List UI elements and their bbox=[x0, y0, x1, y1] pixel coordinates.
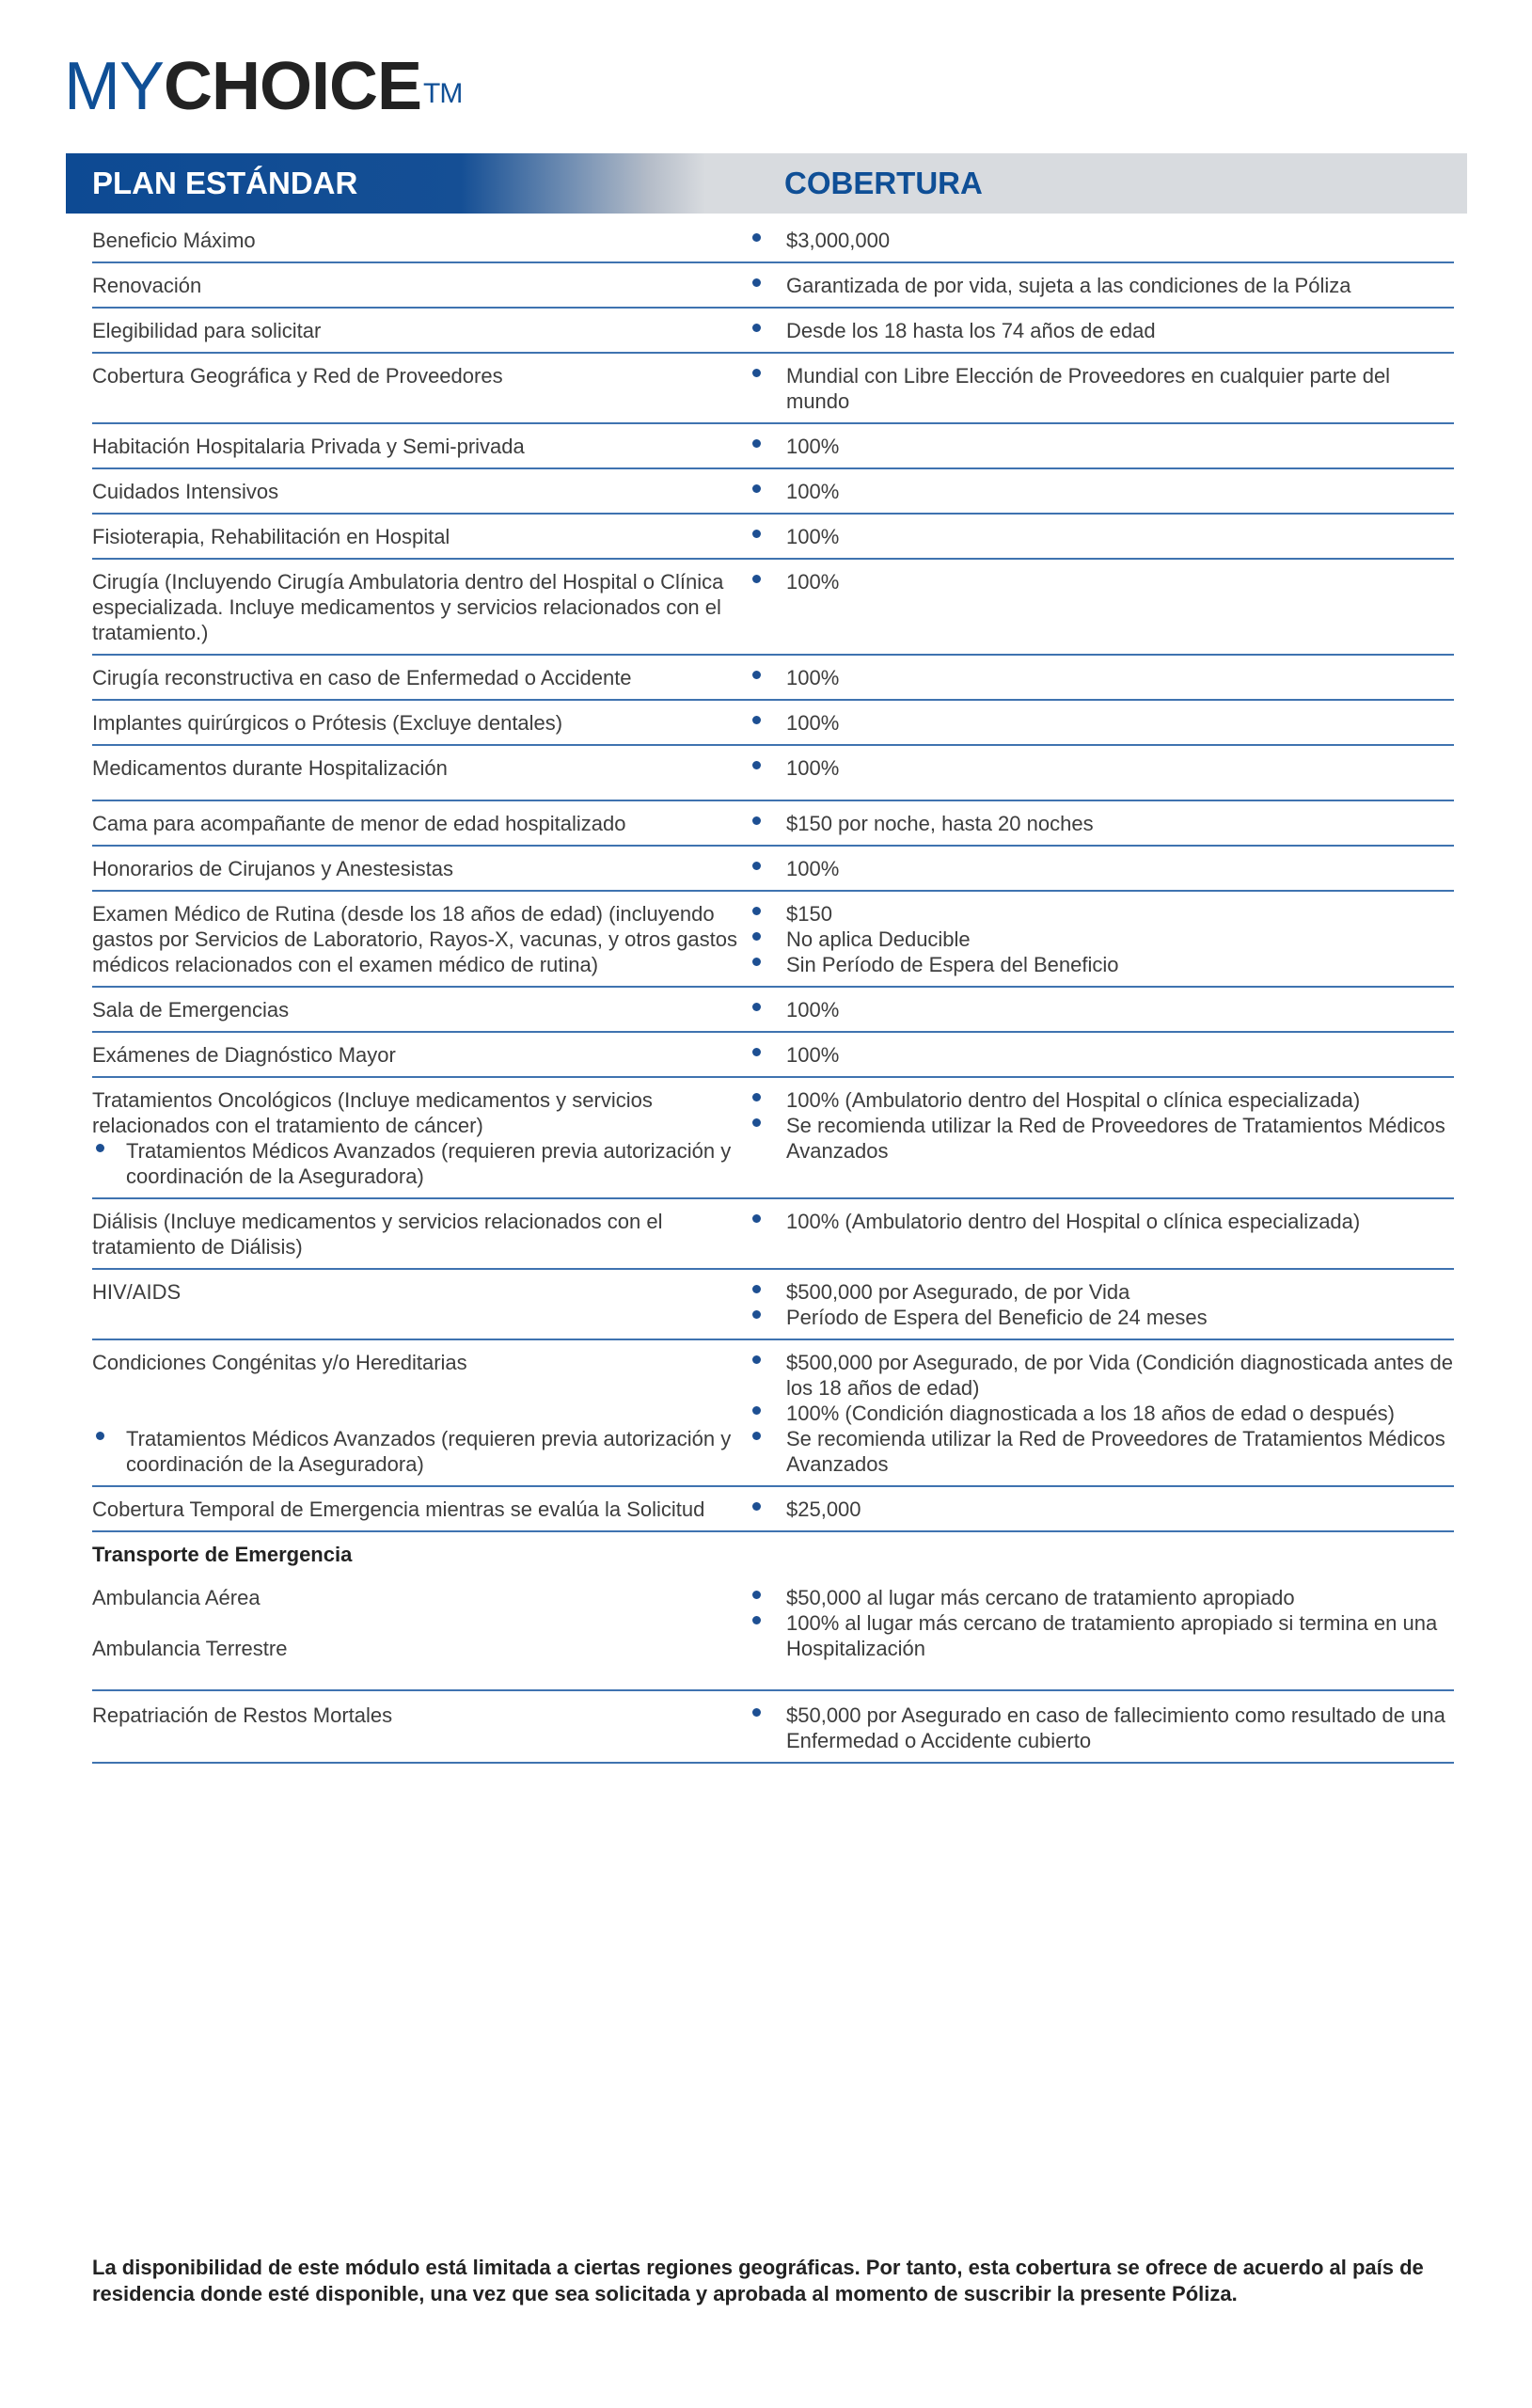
benefit-cell: Cama para acompañante de menor de edad hospitalizado bbox=[92, 812, 626, 835]
coverage-bullet: 100% bbox=[786, 710, 1454, 736]
coverage-cell bbox=[750, 569, 1454, 645]
benefit-cell: HIV/AIDS bbox=[92, 1280, 182, 1304]
table-row bbox=[92, 1340, 1454, 1487]
coverage-bullet: $150 por noche, hasta 20 noches bbox=[786, 811, 1454, 836]
coverage-bullet: Se recomienda utilizar la Red de Proveedores de Tratamientos Médicos Avanzados bbox=[786, 1426, 1454, 1477]
coverage-bullet: 100% (Ambulatorio dentro del Hospital o clínica especializada) bbox=[786, 1209, 1454, 1234]
coverage-bullet: Sin Período de Espera del Beneficio bbox=[786, 952, 1454, 977]
benefit-sub-bullet: Tratamientos Médicos Avanzados (requieren previa autorización y coordinación de la Aseguradora) bbox=[92, 1138, 750, 1189]
table-row bbox=[92, 1691, 1454, 1764]
table-row bbox=[92, 1078, 1454, 1199]
coverage-bullet: 100% bbox=[786, 997, 1454, 1022]
coverage-bullet: 100% bbox=[786, 569, 1454, 594]
table-row bbox=[92, 746, 1454, 801]
benefit-cell bbox=[92, 1087, 750, 1189]
coverage-cell bbox=[750, 997, 1454, 1022]
air-ambulance-label: Ambulancia Aérea bbox=[92, 1586, 261, 1609]
coverage-bullet: 100% bbox=[786, 479, 1454, 504]
table-row bbox=[92, 701, 1454, 746]
coverage-bullet: 100% (Ambulatorio dentro del Hospital o clínica especializada) bbox=[786, 1087, 1454, 1113]
transport-section-title: Transporte de Emergencia bbox=[92, 1543, 353, 1566]
coverage-bullet: $500,000 por Asegurado, de por Vida (Condición diagnosticada antes de los 18 años de edad) bbox=[786, 1351, 1454, 1400]
benefit-cell: Renovación bbox=[92, 274, 202, 297]
benefit-cell: Fisioterapia, Rehabilitación en Hospital bbox=[92, 525, 450, 548]
table-row bbox=[92, 801, 1454, 847]
table-row bbox=[92, 988, 1454, 1033]
coverage-cell bbox=[750, 273, 1454, 298]
table-row bbox=[92, 424, 1454, 469]
coverage-cell bbox=[750, 524, 1454, 549]
coverage-bullet: Desde los 18 hasta los 74 años de edad bbox=[786, 318, 1454, 343]
benefit-cell: Medicamentos durante Hospitalización bbox=[92, 756, 448, 780]
benefit-cell: Habitación Hospitalaria Privada y Semi-privada bbox=[92, 435, 525, 458]
coverage-cell bbox=[750, 1042, 1454, 1068]
coverage-bullet: $50,000 al lugar más cercano de tratamiento apropiado bbox=[786, 1585, 1454, 1610]
table-row bbox=[92, 218, 1454, 263]
benefit-cell: Elegibilidad para solicitar bbox=[92, 319, 322, 342]
coverage-column-header: COBERTURA bbox=[784, 166, 983, 200]
table-header-bar bbox=[66, 153, 1467, 214]
coverage-cell bbox=[750, 1585, 1454, 1661]
benefit-cell bbox=[92, 1350, 750, 1477]
benefits-table bbox=[92, 218, 1454, 1764]
coverage-cell bbox=[750, 755, 1454, 781]
coverage-bullet: Período de Espera del Beneficio de 24 meses bbox=[786, 1305, 1454, 1330]
coverage-bullet: $150 bbox=[786, 901, 1454, 927]
logo-bold-text: CHOICE bbox=[164, 49, 422, 124]
benefit-cell: Beneficio Máximo bbox=[92, 229, 256, 252]
table-row bbox=[92, 1487, 1454, 1532]
coverage-bullet: 100% bbox=[786, 755, 1454, 781]
coverage-bullet: 100% bbox=[786, 524, 1454, 549]
coverage-cell bbox=[750, 856, 1454, 881]
coverage-cell bbox=[750, 710, 1454, 736]
coverage-cell bbox=[750, 363, 1454, 414]
section-title-row bbox=[92, 1532, 1454, 1574]
coverage-cell bbox=[750, 665, 1454, 690]
benefit-cell: Exámenes de Diagnóstico Mayor bbox=[92, 1043, 396, 1067]
table-row bbox=[92, 1033, 1454, 1078]
benefit-cell: Diálisis (Incluye medicamentos y servicios relacionados con el tratamiento de Diálisis) bbox=[92, 1210, 663, 1259]
table-row bbox=[92, 1270, 1454, 1340]
benefit-cell: Sala de Emergencias bbox=[92, 998, 290, 1022]
coverage-bullet: Garantizada de por vida, sujeta a las condiciones de la Póliza bbox=[786, 273, 1454, 298]
coverage-bullet: 100% bbox=[786, 1042, 1454, 1068]
table-row bbox=[92, 1199, 1454, 1270]
table-row bbox=[92, 469, 1454, 515]
coverage-cell bbox=[750, 434, 1454, 459]
coverage-bullet: Se recomienda utilizar la Red de Proveedores de Tratamientos Médicos Avanzados bbox=[786, 1113, 1454, 1164]
coverage-bullet: 100% (Condición diagnosticada a los 18 años de edad o después) bbox=[786, 1401, 1454, 1426]
benefit-text: Condiciones Congénitas y/o Hereditarias bbox=[92, 1351, 467, 1374]
coverage-cell bbox=[750, 318, 1454, 343]
coverage-cell bbox=[750, 1703, 1454, 1753]
benefit-cell: Examen Médico de Rutina (desde los 18 años de edad) (incluyendo gastos por Servicios de Laboratorio, Rayos-X, vacunas, y otros gastos médicos relacionados con el examen médico de rutina) bbox=[92, 902, 738, 976]
coverage-cell bbox=[750, 1350, 1454, 1477]
coverage-cell bbox=[750, 811, 1454, 836]
benefit-cell: Cobertura Geográfica y Red de Proveedores bbox=[92, 364, 503, 388]
benefit-cell: Implantes quirúrgicos o Prótesis (Excluye dentales) bbox=[92, 711, 563, 735]
coverage-bullet: $500,000 por Asegurado, de por Vida bbox=[786, 1279, 1454, 1305]
coverage-cell bbox=[750, 901, 1454, 977]
coverage-bullet: 100% bbox=[786, 856, 1454, 881]
benefit-cell: Repatriación de Restos Mortales bbox=[92, 1703, 393, 1727]
ground-ambulance-label: Ambulancia Terrestre bbox=[92, 1637, 288, 1660]
benefit-cell: Cuidados Intensivos bbox=[92, 480, 279, 503]
table-row bbox=[92, 263, 1454, 309]
benefit-cell bbox=[92, 1585, 750, 1661]
mychoice-logo bbox=[64, 49, 462, 124]
table-row bbox=[92, 515, 1454, 560]
benefit-cell: Cirugía reconstructiva en caso de Enfermedad o Accidente bbox=[92, 666, 632, 689]
plan-column-header: PLAN ESTÁNDAR bbox=[92, 166, 358, 200]
table-row bbox=[92, 892, 1454, 988]
benefit-text: Tratamientos Oncológicos (Incluye medicamentos y servicios relacionados con el tratamiento de cáncer) bbox=[92, 1088, 653, 1137]
coverage-cell bbox=[750, 479, 1454, 504]
logo-light-text: MY bbox=[64, 49, 164, 124]
coverage-cell bbox=[750, 1087, 1454, 1189]
coverage-bullet: Mundial con Libre Elección de Proveedores en cualquier parte del mundo bbox=[786, 363, 1454, 414]
table-row bbox=[92, 1574, 1454, 1691]
logo-trademark: TM bbox=[423, 78, 463, 109]
table-row bbox=[92, 847, 1454, 892]
benefit-cell: Cobertura Temporal de Emergencia mientras se evalúa la Solicitud bbox=[92, 1497, 705, 1521]
coverage-bullet: $50,000 por Asegurado en caso de fallecimiento como resultado de una Enfermedad o Accidente cubierto bbox=[786, 1703, 1454, 1753]
coverage-bullet: $25,000 bbox=[786, 1497, 1454, 1522]
footnote: La disponibilidad de este módulo está limitada a ciertas regiones geográficas. Por tanto, esta cobertura se ofrece de acuerdo al país de residencia donde esté disponible, una vez que sea solicitada y aprobada al momento de suscribir la presente Póliza. bbox=[92, 2256, 1424, 2305]
coverage-bullet: No aplica Deducible bbox=[786, 927, 1454, 952]
table-row bbox=[92, 560, 1454, 656]
coverage-bullet: 100% al lugar más cercano de tratamiento apropiado si termina en una Hospitalización bbox=[786, 1610, 1454, 1661]
coverage-bullet: 100% bbox=[786, 434, 1454, 459]
coverage-bullet: $3,000,000 bbox=[786, 228, 1454, 253]
table-row bbox=[92, 354, 1454, 424]
benefit-sub-bullet: Tratamientos Médicos Avanzados (requieren previa autorización y coordinación de la Aseguradora) bbox=[92, 1426, 750, 1477]
coverage-cell bbox=[750, 228, 1454, 253]
coverage-cell bbox=[750, 1497, 1454, 1522]
coverage-bullet: 100% bbox=[786, 665, 1454, 690]
table-row bbox=[92, 309, 1454, 354]
coverage-cell bbox=[750, 1209, 1454, 1259]
table-row bbox=[92, 656, 1454, 701]
benefit-cell: Cirugía (Incluyendo Cirugía Ambulatoria dentro del Hospital o Clínica especializada. Incluye medicamentos y servicios relacionados con el tratamiento.) bbox=[92, 570, 724, 644]
coverage-cell bbox=[750, 1279, 1454, 1330]
benefit-cell: Honorarios de Cirujanos y Anestesistas bbox=[92, 857, 453, 880]
